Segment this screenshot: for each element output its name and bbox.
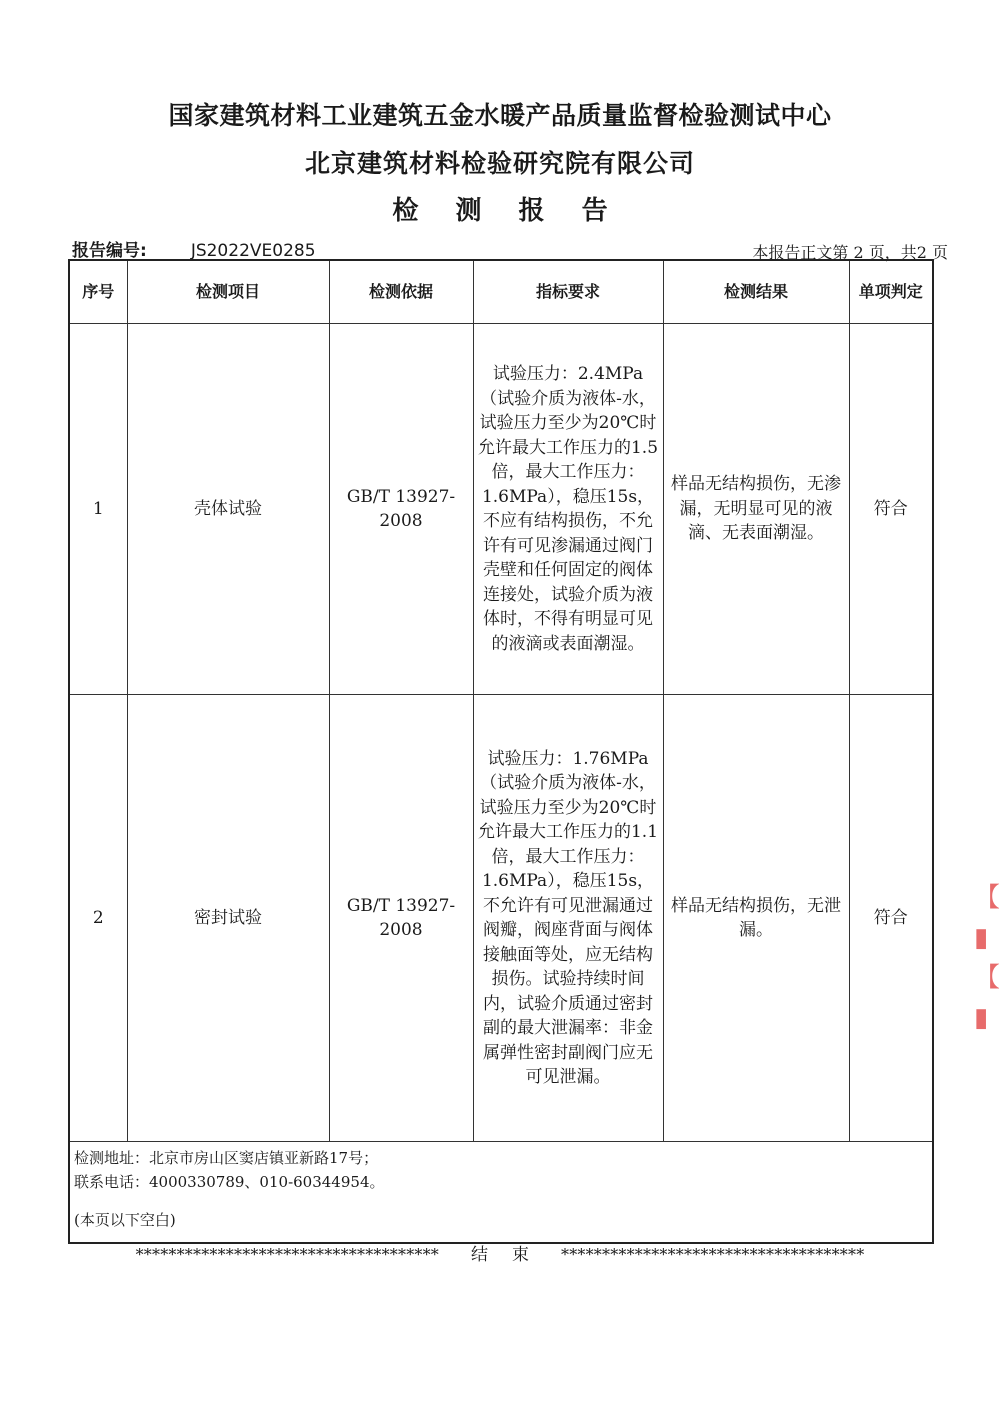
- stamp-mark: ▮: [974, 923, 989, 953]
- end-word: 结束: [471, 1245, 553, 1265]
- company-title: 北京建筑材料检验研究院有限公司: [304, 149, 695, 178]
- table-row: [69, 695, 933, 1142]
- end-stars-right: *************************************: [561, 1245, 865, 1264]
- col-header-result: 检测结果: [663, 260, 849, 324]
- col-header-item: 检测项目: [127, 260, 329, 324]
- stamp-mark: 【: [974, 883, 1000, 913]
- row-result: 样品无结构损伤，无泄漏。: [663, 695, 849, 1142]
- table-header-row: [69, 260, 933, 324]
- row-basis: [329, 324, 473, 695]
- row-no: 2: [69, 695, 127, 1142]
- row-item: 壳体试验: [127, 324, 329, 695]
- row-judgement: 符合: [849, 324, 933, 695]
- report-number: [72, 236, 316, 261]
- end-marker: [68, 1240, 932, 1265]
- report-title: 检 测 报 告: [392, 196, 622, 226]
- col-header-basis: 检测依据: [329, 260, 473, 324]
- institution-title: 国家建筑材料工业建筑五金水暖产品质量监督检验测试中心: [168, 101, 832, 130]
- blank-note: (本页以下空白): [74, 1211, 176, 1229]
- col-header-judgement: 单项判定: [849, 260, 933, 324]
- footer-cell: [69, 1142, 933, 1244]
- row-result: 样品无结构损伤，无渗漏，无明显可见的液滴、无表面潮湿。: [663, 324, 849, 695]
- lab-address: 检测地址：北京市房山区窦店镇亚新路17号；: [74, 1149, 379, 1167]
- basis-year: 2008: [379, 511, 423, 531]
- end-stars-left: *************************************: [135, 1245, 439, 1264]
- table-row: [69, 324, 933, 695]
- stamp-mark: 【: [974, 963, 1000, 993]
- page-info: 本报告正文第 2 页，共2 页: [752, 243, 948, 262]
- report-number-label: 报告编号:: [72, 241, 147, 261]
- row-requirement: 试验压力：1.76MPa（试验介质为液体-水，试验压力至少为20℃时允许最大工作压力的1.1倍，最大工作压力：1.6MPa），稳压15s，不允许有可见泄漏通过阀瓣，阀座背面与阀体接触面等处，应无结构损伤。试验持续时间内，试验介质通过密封副的最大泄漏率：非金属弹性密封副阀门应无可见泄漏。: [473, 695, 663, 1142]
- contact-phone: 联系电话：4000330789、010-60344954。: [74, 1173, 385, 1191]
- basis-standard: GB/T 13927-: [346, 895, 456, 916]
- row-item: 密封试验: [127, 695, 329, 1142]
- row-no: 1: [69, 324, 127, 695]
- report-number-value: JS2022VE0285: [190, 241, 316, 261]
- col-header-requirement: 指标要求: [473, 260, 663, 324]
- stamp-mark: ▮: [974, 1003, 989, 1033]
- basis-standard: GB/T 13927-: [346, 486, 456, 507]
- seal-stamp-fragment: [974, 878, 1000, 1078]
- basis-year: 2008: [379, 920, 423, 940]
- footer-row: [69, 1142, 933, 1244]
- test-results-table: [68, 259, 934, 1244]
- row-requirement: 试验压力：2.4MPa（试验介质为液体-水，试验压力至少为20℃时允许最大工作压力的1.5倍，最大工作压力：1.6MPa），稳压15s，不应有结构损伤，不允许有可见渗漏通过阀门壳壁和任何固定的阀体连接处，试验介质为液体时，不得有明显可见的液滴或表面潮湿。: [473, 324, 663, 695]
- row-judgement: 符合: [849, 695, 933, 1142]
- row-basis: [329, 695, 473, 1142]
- col-header-no: 序号: [69, 260, 127, 324]
